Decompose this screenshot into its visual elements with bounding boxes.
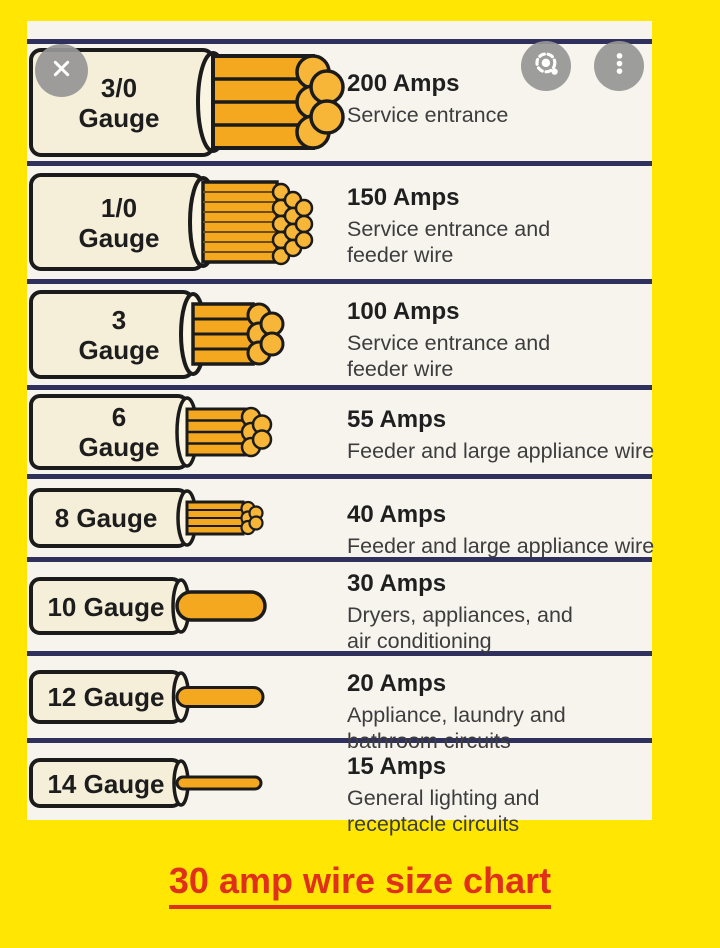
use-line: air conditioning [347,629,492,653]
table-row [27,166,652,279]
google-lens-icon [532,49,561,83]
table-row [27,562,652,651]
amps-value: 200 Amps [347,70,460,97]
use-line: Feeder and large appliance wire [347,534,655,558]
more-button[interactable] [594,41,644,91]
gauge-label: 14 Gauge [47,769,165,799]
use-line: Service entrance and [347,331,551,355]
gauge-label: 12 Gauge [47,682,165,712]
gauge-label: 6 Gauge [78,402,160,462]
gauge-label: 3/0 Gauge [78,72,160,133]
use-line: feeder wire [347,243,454,267]
use-line: bathroom circuits [347,729,511,753]
wire-illustration [27,479,347,557]
close-button[interactable] [35,44,88,97]
amps-value: 150 Amps [347,184,460,211]
table-row [27,479,655,558]
amps-value: 30 Amps [347,570,447,597]
amps-value: 100 Amps [347,298,460,325]
lens-button[interactable] [521,41,571,91]
wire-illustration [27,390,347,474]
gauge-label: 8 Gauge [54,503,158,533]
use-line: Dryers, appliances, and [347,603,573,627]
wire-illustration [27,656,347,738]
wire-illustration [27,743,347,825]
amps-value: 20 Amps [347,670,447,697]
wire-illustration [27,562,347,651]
table-row [27,390,655,474]
chart-top-margin [27,21,652,39]
use-line: feeder wire [347,357,454,381]
wire-illustration [27,284,347,385]
use-line: Service entrance and [347,217,551,241]
caption-link[interactable]: 30 amp wire size chart [169,860,551,909]
gauge-label: 1/0 Gauge [78,192,160,253]
table-row [27,284,652,385]
gauge-label: 3 Gauge [78,304,160,365]
close-icon [48,55,75,87]
caption-row [0,860,720,909]
more-vertical-icon [606,50,633,82]
amps-value: 15 Amps [347,753,447,780]
use-line: Feeder and large appliance wire [347,439,655,463]
use-line: Service entrance [347,103,509,127]
amps-value: 55 Amps [347,406,447,433]
table-row [27,656,652,753]
wire-size-chart-image [27,21,655,836]
use-line: Appliance, laundry and [347,703,566,727]
use-line: General lighting and [347,786,540,810]
amps-value: 40 Amps [347,501,447,528]
table-row [27,743,652,836]
gauge-label: 10 Gauge [47,591,165,622]
use-line: receptacle circuits [347,812,520,836]
wire-illustration [27,166,347,279]
